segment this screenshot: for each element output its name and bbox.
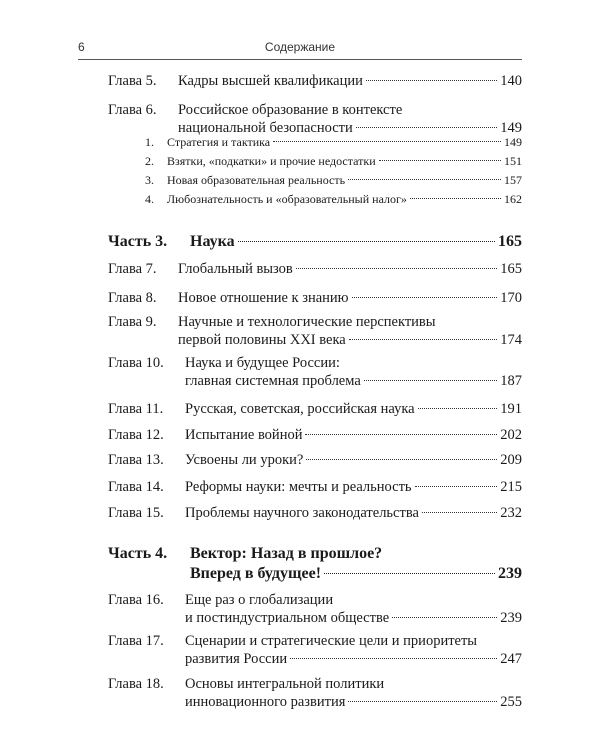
toc-entry-chapter-9[interactable] xyxy=(108,313,522,349)
toc-part-4[interactable] xyxy=(108,544,522,584)
entry-title: Испытание войной xyxy=(185,427,303,443)
toc-entry-chapter-5[interactable] xyxy=(108,72,522,90)
dot-leader xyxy=(356,127,497,128)
entry-title: Кадры высшей квалификации xyxy=(178,73,363,89)
entry-page: 255 xyxy=(500,694,522,710)
part-label: Часть 4. xyxy=(108,545,168,562)
subentry-page: 162 xyxy=(504,192,522,206)
entry-page: 149 xyxy=(500,120,522,136)
dot-leader xyxy=(422,512,497,513)
dot-leader xyxy=(348,701,497,702)
toc-entry-chapter-6[interactable] xyxy=(108,101,522,137)
entry-page: 170 xyxy=(500,290,522,306)
entry-page: 140 xyxy=(500,73,522,89)
entry-label: Глава 9. xyxy=(108,314,157,330)
toc-entry-chapter-10[interactable] xyxy=(108,354,522,390)
subentry-number: 2. xyxy=(145,154,154,168)
dot-leader xyxy=(352,297,498,298)
dot-leader xyxy=(324,573,495,574)
entry-title: Реформы науки: мечты и реальность xyxy=(185,479,412,495)
dot-leader xyxy=(290,658,497,659)
entry-label: Глава 6. xyxy=(108,102,157,118)
toc-entry-chapter-17[interactable] xyxy=(108,632,522,668)
toc-entry-chapter-16[interactable] xyxy=(108,591,522,627)
entry-page: 247 xyxy=(500,651,522,667)
part-page: 165 xyxy=(498,233,522,250)
subentry-title: Любознательность и «образовательный налог» xyxy=(167,192,407,206)
dot-leader xyxy=(349,339,498,340)
entry-label: Глава 5. xyxy=(108,73,157,89)
entry-title-line2: первой половины XXI века xyxy=(178,332,346,348)
dot-leader xyxy=(238,241,495,242)
toc-entry-chapter-14[interactable] xyxy=(108,478,522,496)
dot-leader xyxy=(364,380,498,381)
entry-title-line2: главная системная проблема xyxy=(185,373,361,389)
entry-title: Глобальный вызов xyxy=(178,261,293,277)
dot-leader xyxy=(306,459,497,460)
entry-label: Глава 8. xyxy=(108,290,157,306)
entry-label: Глава 16. xyxy=(108,592,164,608)
dot-leader xyxy=(366,80,497,81)
toc-entry-chapter-8[interactable] xyxy=(108,289,522,307)
entry-page: 187 xyxy=(500,373,522,389)
page-number: 6 xyxy=(78,40,85,54)
dot-leader xyxy=(418,408,498,409)
dot-leader xyxy=(305,434,497,435)
entry-title: Новое отношение к знанию xyxy=(178,290,349,306)
entry-label: Глава 15. xyxy=(108,505,164,521)
toc-entry-chapter-12[interactable] xyxy=(108,426,522,444)
subentry-title: Стратегия и тактика xyxy=(167,135,271,149)
entry-label: Глава 7. xyxy=(108,261,157,277)
entry-page: 209 xyxy=(500,452,522,468)
entry-label: Глава 14. xyxy=(108,479,164,495)
toc-entry-chapter-15[interactable] xyxy=(108,504,522,522)
subentry-number: 4. xyxy=(145,192,154,206)
subentry-page: 151 xyxy=(504,154,522,168)
dot-leader xyxy=(379,160,501,161)
entry-title-line1: Основы интегральной политики xyxy=(185,676,385,692)
entry-label: Глава 17. xyxy=(108,633,164,649)
running-title: Содержание xyxy=(264,40,336,54)
header-rule xyxy=(78,59,522,60)
toc-subentry-6-4[interactable] xyxy=(145,191,522,207)
entry-title-line2: инновационного развития xyxy=(185,694,346,710)
toc-entry-chapter-18[interactable] xyxy=(108,675,522,711)
entry-title: Русская, советская, российская наука xyxy=(185,401,415,417)
dot-leader xyxy=(410,198,501,199)
entry-title-line2: национальной безопасности xyxy=(178,120,353,136)
dot-leader xyxy=(348,179,501,180)
part-title: Наука xyxy=(190,233,235,250)
entry-label: Глава 11. xyxy=(108,401,164,417)
entry-page: 239 xyxy=(500,610,522,626)
entry-label: Глава 12. xyxy=(108,427,164,443)
entry-title-line1: Еще раз о глобализации xyxy=(185,592,334,608)
part-title-line2: Вперед в будущее! xyxy=(190,565,322,582)
dot-leader xyxy=(296,268,497,269)
entry-title: Проблемы научного законодательства xyxy=(185,505,419,521)
dot-leader xyxy=(415,486,498,487)
subentry-number: 1. xyxy=(145,135,154,149)
entry-label: Глава 13. xyxy=(108,452,164,468)
toc-entry-chapter-11[interactable] xyxy=(108,400,522,418)
entry-title-line1: Научные и технологические перспективы xyxy=(178,314,436,330)
entry-title-line1: Российское образование в контексте xyxy=(178,102,403,118)
subentry-number: 3. xyxy=(145,173,154,187)
toc-subentry-6-2[interactable] xyxy=(145,153,522,169)
entry-label: Глава 10. xyxy=(108,355,164,371)
subentry-page: 149 xyxy=(504,135,522,149)
entry-title: Усвоены ли уроки? xyxy=(185,452,304,468)
toc-part-3[interactable] xyxy=(108,232,522,252)
dot-leader xyxy=(273,141,501,142)
entry-page: 232 xyxy=(500,505,522,521)
subentry-title: Взятки, «подкатки» и прочие недостатки xyxy=(167,154,376,168)
entry-page: 202 xyxy=(500,427,522,443)
part-page: 239 xyxy=(498,565,522,582)
toc-subentry-6-1[interactable] xyxy=(145,134,522,150)
subentry-title: Новая образовательная реальность xyxy=(167,173,346,187)
part-title-line1: Вектор: Назад в прошлое? xyxy=(190,545,383,562)
entry-title-line2: и постиндустриальном обществе xyxy=(185,610,390,626)
entry-title-line2: развития России xyxy=(185,651,288,667)
toc-subentry-6-3[interactable] xyxy=(145,172,522,188)
dot-leader xyxy=(392,617,497,618)
subentry-page: 157 xyxy=(504,173,522,187)
toc-entry-chapter-7[interactable] xyxy=(108,260,522,278)
entry-page: 174 xyxy=(500,332,522,348)
entry-title-line1: Наука и будущее России: xyxy=(185,355,340,371)
entry-page: 215 xyxy=(500,479,522,495)
entry-page: 191 xyxy=(500,401,522,417)
entry-title-line1: Сценарии и стратегические цели и приоритеты xyxy=(185,633,478,649)
entry-page: 165 xyxy=(500,261,522,277)
entry-label: Глава 18. xyxy=(108,676,164,692)
part-label: Часть 3. xyxy=(108,233,168,250)
toc-entry-chapter-13[interactable] xyxy=(108,451,522,469)
